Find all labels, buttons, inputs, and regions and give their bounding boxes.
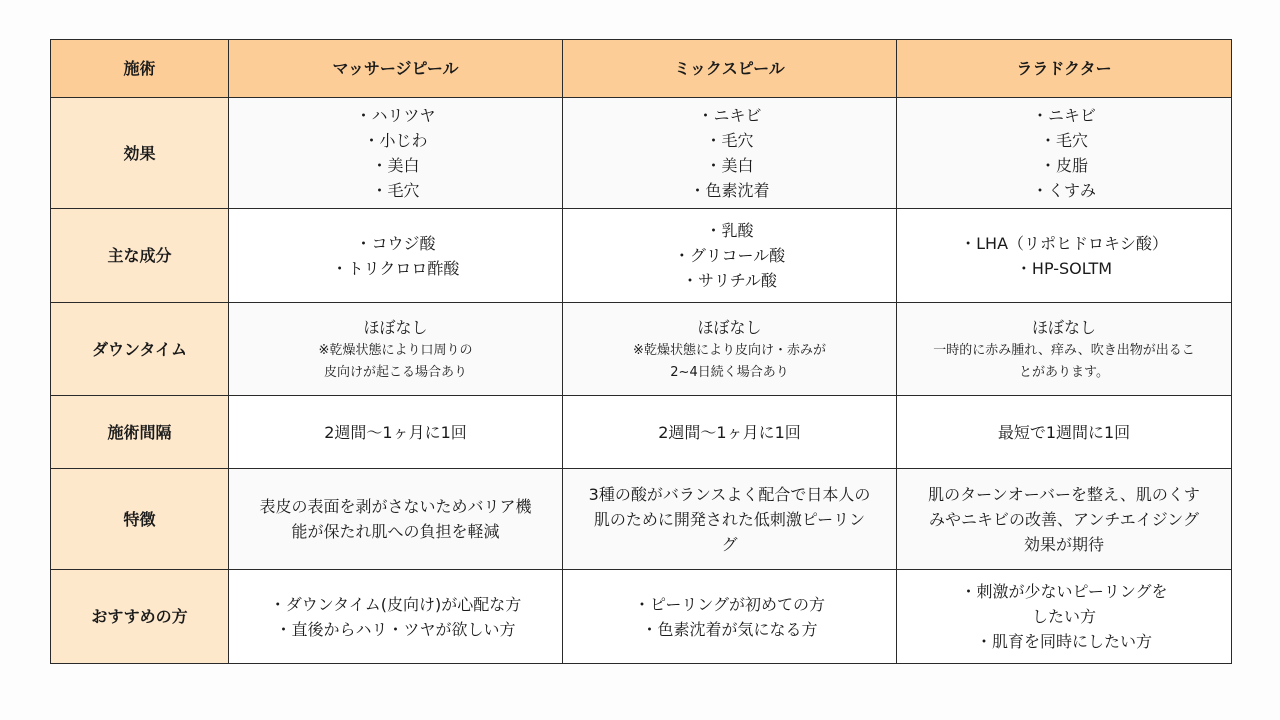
cell-line: 最短で1週間に1回 — [997, 422, 1131, 442]
cell-line: ・LHA（リポヒドロキシ酸） — [960, 233, 1168, 253]
cell-line: ・HP-SOLTM — [1015, 258, 1113, 278]
cell-line: 肌のターンオーバーを整え、肌のくす — [928, 484, 1200, 504]
cell-line: ・美白 — [705, 156, 754, 175]
cell-line: ・美白 — [371, 156, 420, 175]
row-recommended — [51, 570, 1232, 664]
cell-note: とがあります。 — [1019, 364, 1109, 380]
row-effect — [51, 98, 1232, 209]
cell-line: 肌のために開発された低刺激ピーリン — [593, 509, 866, 529]
cell-line: ・色素沈着 — [689, 181, 770, 200]
cell-recommended-1 — [563, 570, 897, 664]
cell-line: ・色素沈着が気になる方 — [641, 619, 818, 639]
cell-line: ・肌育を同時にしたい方 — [975, 632, 1152, 651]
cell-line: ・毛穴 — [371, 181, 420, 200]
cell-line: ・ニキビ — [697, 106, 762, 125]
cell-line: ほぼなし — [697, 317, 762, 337]
cell-line: ・ピーリングが初めての方 — [633, 594, 826, 614]
cell-line: ・毛穴 — [705, 131, 754, 150]
cell-effect-2 — [897, 98, 1232, 209]
cell-line: ・直後からハリ・ツヤが欲しい方 — [275, 619, 516, 639]
cell-effect-0 — [229, 98, 563, 209]
cell-line: ・小じわ — [363, 131, 428, 150]
header-mix-peel: ミックスピール — [563, 40, 897, 98]
header-treatment: 施術 — [51, 40, 229, 98]
cell-note: 皮向けが起こる場合あり — [323, 364, 467, 380]
cell-ingredients-2 — [897, 209, 1232, 303]
row-label-effect: 効果 — [51, 98, 229, 209]
cell-features-2 — [897, 469, 1232, 570]
row-downtime — [51, 303, 1232, 396]
cell-line: ・くすみ — [1031, 181, 1096, 200]
header-massage-peel: マッサージピール — [229, 40, 563, 98]
cell-line: ・刺激が少ないピーリングを — [960, 582, 1168, 601]
cell-downtime-1 — [563, 303, 897, 396]
row-features — [51, 469, 1232, 570]
cell-downtime-2 — [897, 303, 1232, 396]
cell-ingredients-1 — [563, 209, 897, 303]
row-ingredients — [51, 209, 1232, 303]
cell-features-1 — [563, 469, 897, 570]
cell-line: ・乳酸 — [705, 221, 754, 240]
row-label-ingredients: 主な成分 — [51, 209, 229, 303]
cell-line: ほぼなし — [1031, 317, 1096, 337]
header-lala-doctor: ララドクター — [897, 40, 1232, 98]
cell-line: 効果が期待 — [1023, 534, 1104, 554]
cell-note: 2~4日続く場合あり — [670, 364, 789, 380]
cell-note: ※乾燥状態により口周りの — [318, 342, 473, 358]
cell-recommended-2 — [897, 570, 1232, 664]
comparison-table — [50, 39, 1232, 664]
cell-ingredients-0 — [229, 209, 563, 303]
cell-line: ・ダウンタイム(皮向け)が心配な方 — [269, 594, 522, 614]
cell-line: 表皮の表面を剥がさないためバリア機 — [259, 497, 532, 516]
cell-line: 2週間〜1ヶ月に1回 — [324, 422, 467, 442]
cell-line: 能が保たれ肌への負担を軽減 — [291, 522, 500, 541]
header-row — [51, 40, 1232, 98]
cell-interval-2 — [897, 396, 1232, 469]
row-label-downtime: ダウンタイム — [51, 303, 229, 396]
cell-interval-1 — [563, 396, 897, 469]
cell-line: ほぼなし — [363, 317, 428, 337]
cell-line: ・グリコール酸 — [673, 246, 786, 265]
cell-downtime-0 — [229, 303, 563, 396]
cell-line: ・毛穴 — [1039, 131, 1088, 150]
cell-note: 一時的に赤み腫れ、痒み、吹き出物が出るこ — [933, 342, 1195, 358]
cell-line: ・ニキビ — [1031, 106, 1096, 125]
row-label-interval: 施術間隔 — [51, 396, 229, 469]
cell-line: ・サリチル酸 — [682, 271, 777, 290]
row-label-recommended: おすすめの方 — [51, 570, 229, 664]
cell-line: ・ハリツヤ — [355, 106, 436, 125]
cell-effect-1 — [563, 98, 897, 209]
cell-line: 2週間〜1ヶ月に1回 — [658, 422, 801, 442]
cell-note: ※乾燥状態により皮向け・赤みが — [633, 342, 826, 358]
cell-recommended-0 — [229, 570, 563, 664]
row-label-features: 特徴 — [51, 469, 229, 570]
cell-line: ・コウジ酸 — [355, 233, 436, 253]
cell-features-0 — [229, 469, 563, 570]
cell-line: ・トリクロロ酢酸 — [331, 258, 460, 278]
row-interval — [51, 396, 1232, 469]
cell-interval-0 — [229, 396, 563, 469]
cell-line: みやニキビの改善、アンチエイジング — [928, 509, 1199, 529]
cell-line: グ — [721, 534, 738, 554]
cell-line: 3種の酸がバランスよく配合で日本人の — [588, 484, 871, 504]
cell-line: したい方 — [1031, 607, 1096, 626]
cell-line: ・皮脂 — [1039, 156, 1088, 175]
